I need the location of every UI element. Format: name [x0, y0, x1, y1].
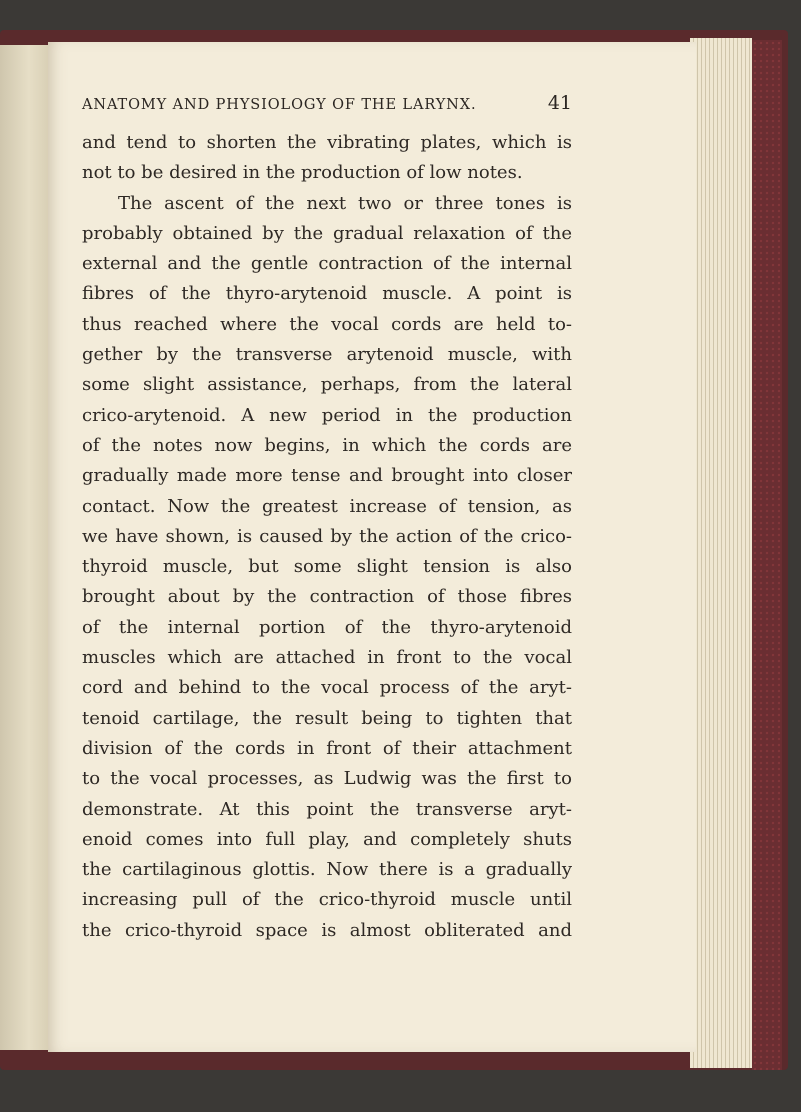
- text-line: contact. Now the greatest increase of tension, as: [82, 495, 572, 517]
- text-line: enoid comes into full play, and completely shuts: [82, 828, 572, 850]
- page-number: 41: [547, 92, 572, 114]
- text-line: thus reached where the vocal cords are held to-: [82, 313, 572, 335]
- text-line: increasing pull of the crico-thyroid muscle until: [82, 889, 572, 911]
- text-line: cord and behind to the vocal process of the aryt-: [82, 677, 572, 699]
- page-edges: [690, 38, 752, 1068]
- text-line: not to be desired in the production of low notes.: [82, 162, 523, 184]
- text-line: The ascent of the next two or three tones is: [118, 192, 572, 214]
- running-head-title: ANATOMY AND PHYSIOLOGY OF THE LARYNX.: [82, 97, 477, 113]
- text-line: the crico-thyroid space is almost obliterated and: [82, 919, 572, 941]
- text-line: probably obtained by the gradual relaxation of the: [82, 222, 572, 244]
- body-text: [82, 128, 572, 946]
- text-line: of the internal portion of the thyro-arytenoid: [82, 616, 572, 638]
- text-line: we have shown, is caused by the action of the crico-: [82, 525, 572, 547]
- text-line: muscles which are attached in front to the vocal: [82, 647, 572, 669]
- text-line: the cartilaginous glottis. Now there is a gradually: [82, 859, 572, 881]
- text-line: and tend to shorten the vibrating plates, which is: [82, 132, 572, 153]
- text-line: some slight assistance, perhaps, from the lateral: [82, 374, 572, 396]
- text-line: to the vocal processes, as Ludwig was the first to: [82, 768, 572, 790]
- running-head: [82, 92, 572, 114]
- text-line: gradually made more tense and brought into closer: [82, 465, 572, 487]
- text-line: of the notes now begins, in which the cords are: [82, 434, 572, 456]
- text-line: external and the gentle contraction of the internal: [82, 253, 572, 275]
- text-line: division of the cords in front of their attachment: [82, 737, 572, 759]
- text-line: brought about by the contraction of those fibres: [82, 586, 572, 608]
- text-line: fibres of the thyro-arytenoid muscle. A point is: [82, 283, 572, 305]
- text-line: gether by the transverse arytenoid muscle, with: [82, 344, 572, 366]
- cover-edge: [752, 40, 782, 1070]
- text-line: thyroid muscle, but some slight tension is also: [82, 556, 572, 578]
- text-line: demonstrate. At this point the transverse aryt-: [82, 798, 572, 820]
- text-line: tenoid cartilage, the result being to tighten that: [82, 707, 572, 729]
- text-line: crico-arytenoid. A new period in the production: [82, 404, 572, 426]
- facing-page-edge: [0, 45, 48, 1050]
